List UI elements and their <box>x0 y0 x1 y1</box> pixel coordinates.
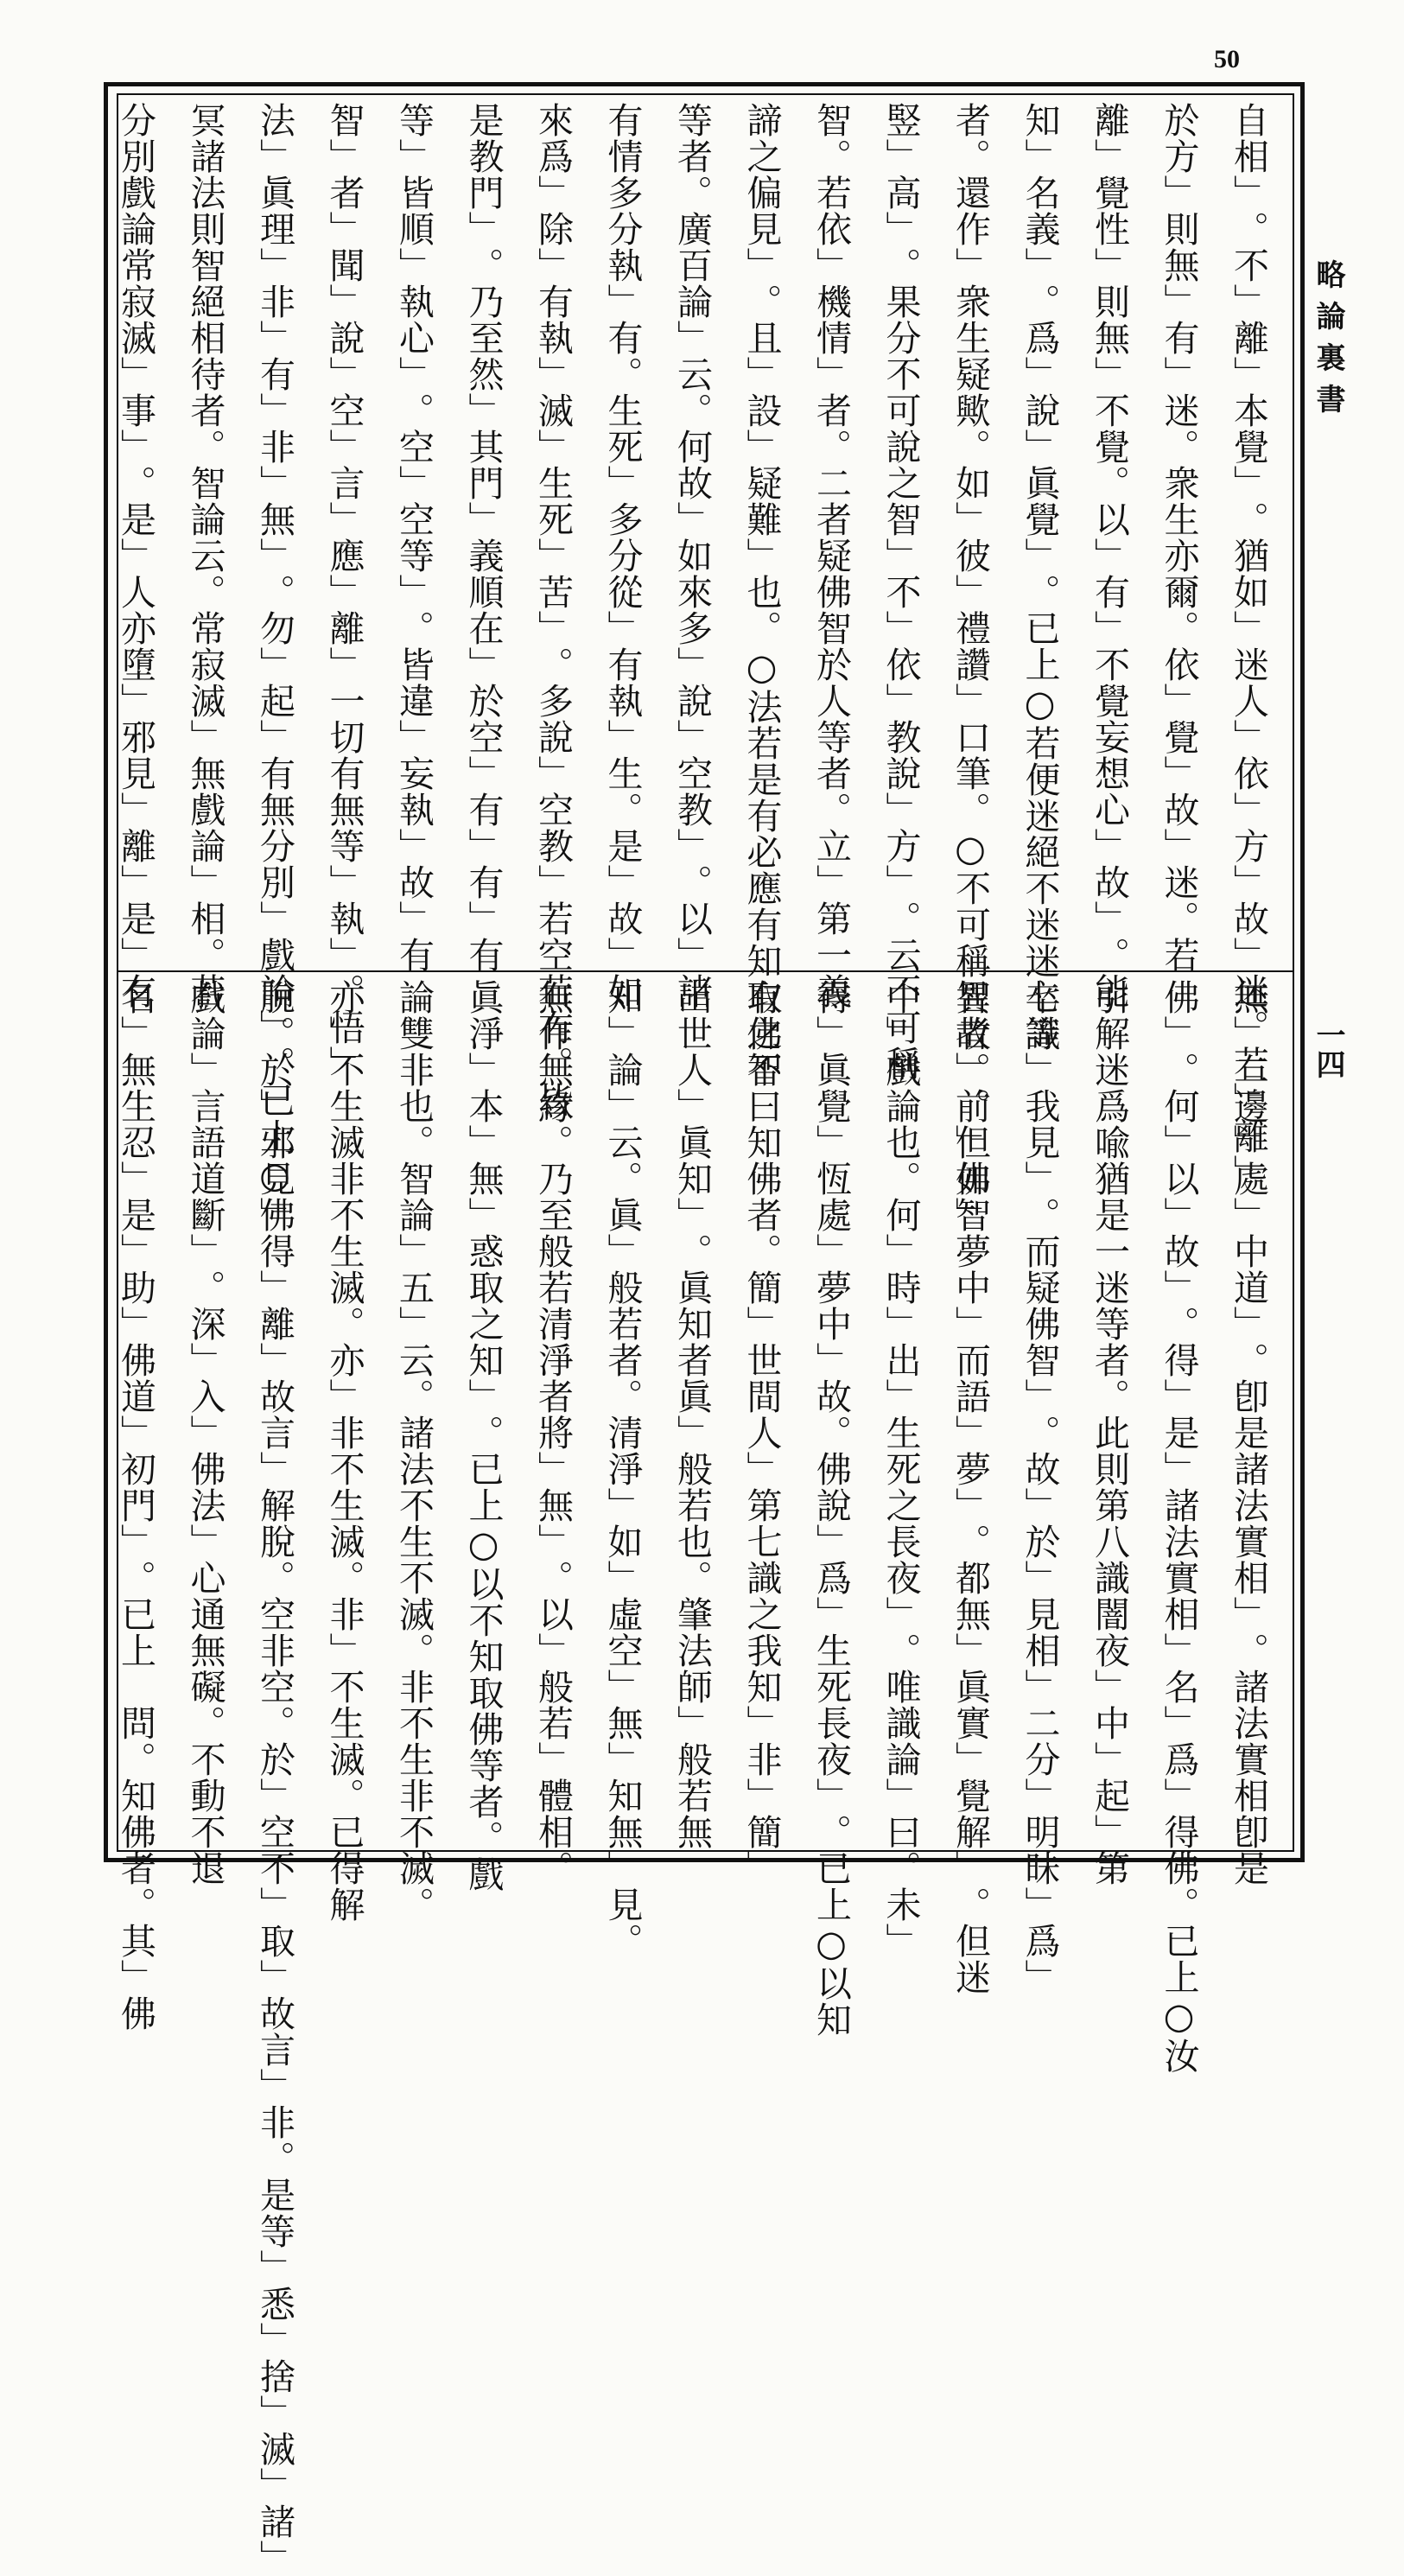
running-title: 略論裏書 <box>1311 259 1345 425</box>
text-column: 引解迷爲喩猶是一迷等者。此則第八識闇夜﹂中﹂起﹂第 <box>1089 979 1130 1886</box>
text-column: 出世人﹂眞知﹂。眞知者眞﹂般若也。肇法師﹂般若無 <box>671 979 713 1850</box>
text-column: 等﹂皆順﹂執心﹂。空﹂空等﹂。皆違﹂妄執﹂故﹂有 <box>393 102 435 973</box>
text-column: 智﹂者﹂聞﹂說﹂空﹂言﹂應﹂離﹂一切有無等﹂執﹂。悟﹂ <box>323 102 365 1082</box>
folio-number: 一四 <box>1311 1020 1345 1078</box>
text-column: 戲論﹂言語道斷﹂。深﹂入﹂佛法﹂心通無礙。不動不退 <box>184 979 226 1886</box>
text-column: 知﹂論﹂云。眞﹂般若者。清淨﹂如﹂虛空﹂無﹂知無﹂見。 <box>601 979 644 1959</box>
text-column: 知﹂名義﹂。爲﹂說﹂眞覺﹂。已上○若便迷絕不迷迷卒等 <box>1019 102 1061 1052</box>
text-column: 法﹂眞理﹂非﹂有﹂非﹂無﹂。勿﹂起﹂有無分別﹂戲論﹂。已上○佛 <box>254 102 295 1233</box>
text-column: 有情多分執﹂有。生死﹂多分從﹂有執﹂生。是﹂故﹂如 <box>601 102 644 1009</box>
text-column: 取佛不曰知佛者。簡﹂世間人﹂第七識之我知﹂非﹂簡﹂ <box>740 979 783 1886</box>
text-column: 異故﹂。但如﹂夢中﹂而語﹂夢﹂。都無﹂眞實﹂覺解﹂。但迷 <box>950 979 991 1995</box>
upper-text-block <box>115 102 1283 1233</box>
text-column: 脫。於﹂邪見﹂得﹂離﹂故言﹂解脫。空非空。於﹂空不﹂取﹂故言﹂非。是等﹂悉﹂捨﹂滅﹂諸﹂ <box>254 979 295 2576</box>
text-column: 無﹂二邊﹂處﹂中道﹂。卽是諸法實相﹂。諸法實相卽是 <box>1228 979 1269 1886</box>
text-column: 眞淨﹂本﹂無﹂惑取之知﹂。已上○以不知取佛等者。戲 <box>462 979 505 1892</box>
text-column: 者。還作﹂衆生疑歟。如﹂彼﹂禮讚﹂口筆。○不可稱智者。前﹂佛智 <box>950 102 991 1233</box>
text-column: 自相﹂。不﹂離﹂本覺﹂。猶如﹂迷人﹂依﹂方﹂故﹂迷。若﹂離﹂ <box>1228 102 1269 1191</box>
text-column: 無作無緣。乃至般若清淨者將﹂無﹂。以﹂般若﹂體相。 <box>532 979 574 1886</box>
text-column: 佛﹂。何﹂以﹂故﹂。得﹂是﹂諸法實相﹂名﹂爲﹂得佛。已上○汝 <box>1158 979 1200 2074</box>
text-column: 竪﹂高﹂。果分不可說之智﹂不﹂依﹂教說﹂方﹂。云不可稱 <box>880 102 922 1082</box>
text-column: 分別戲論常寂滅﹂事﹂。是﹂人亦墮﹂邪見﹂離﹂是﹂有 <box>115 102 156 1009</box>
text-column: 論雙非也。智論﹂五﹂云。諸法不生不滅。非不生非不滅。 <box>393 979 435 1923</box>
text-column: 七識﹂我見﹂。而疑佛智﹂。故﹂於﹂見相﹂二分﹂明昧﹂爲﹂ <box>1019 979 1061 1995</box>
text-column: 離﹂覺性﹂則無﹂不覺。以﹂有﹂不覺妄想心﹂故﹂。能 <box>1089 102 1130 1009</box>
text-column: 中﹂戲論也。何﹂時﹂出﹂生死之長夜﹂。唯識論﹂曰。未﹂ <box>880 979 922 1959</box>
text-column: 諦之偏見﹂。且﹂設﹂疑難﹂也。○法若是有必應有知有之智 <box>740 102 783 1088</box>
text-column: 等者。廣百論﹂云。何故﹂如來多﹂說﹂空教﹂。以﹂諸 <box>671 102 713 1009</box>
page-number: 50 <box>1214 45 1240 73</box>
lower-text-block <box>115 979 1283 2576</box>
text-column: 於方﹂則無﹂有﹂迷。衆生亦爾。依﹂覺﹂故﹂迷。若 <box>1158 102 1200 973</box>
text-column: 來爲﹂除﹂有執﹂滅﹂生死﹂苦﹂。多說﹂空教﹂若空若有。皆 <box>532 102 574 1118</box>
text-column: 智。若依﹂機情﹂者。二者疑佛智於人等者。立﹂第一義 <box>810 102 852 1009</box>
text-column: 得﹂眞覺﹂恆處﹂夢中﹂故。佛說﹂爲﹂生死長夜﹂。已上○以知 <box>810 979 852 2038</box>
text-column: 冥諸法則智絕相待者。智論云。常寂滅﹂無戲論﹂相。若 <box>184 102 226 1009</box>
text-column: 名﹂無生忍﹂是﹂助﹂佛道﹂初門﹂。已上 問。知佛者。其﹂佛 <box>115 979 156 2032</box>
text-column: 亦﹂不生滅非不生滅。亦﹂非不生滅。非﹂不生滅。已得解 <box>323 979 365 1923</box>
text-column: 是教門﹂。乃至然﹂其門﹂義順在﹂於空﹂有﹂有﹂有 <box>462 102 505 973</box>
